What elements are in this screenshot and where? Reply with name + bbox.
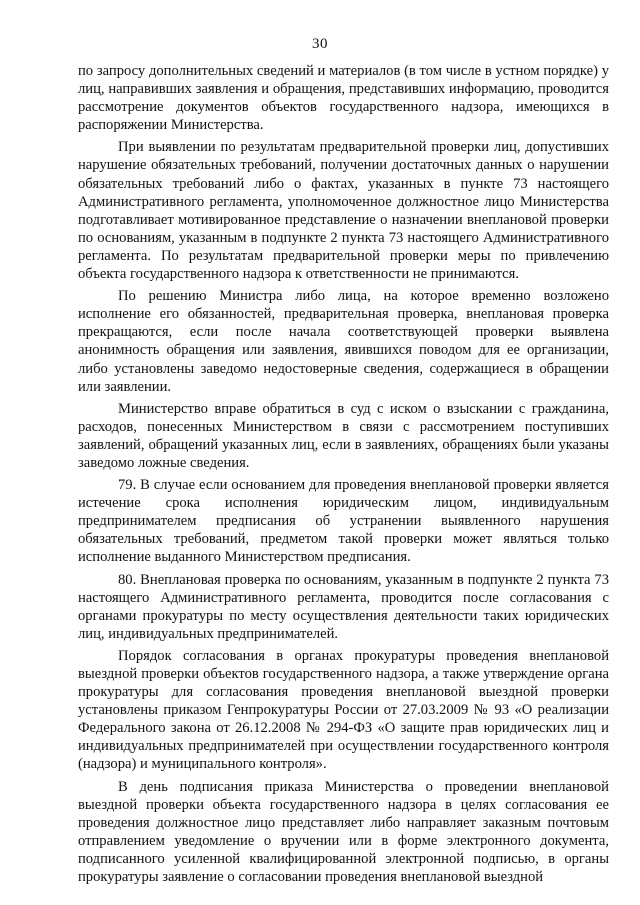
paragraph-item-79: 79. В случае если основанием для проведения внеплановой проверки является истечение срока исполнения юридическим лицом, индивидуальным предпринимателем предписания об устранении выявленного нарушения обязательных требований, предметом такой проверки может являться только исполнение выданного Министерством предписания. xyxy=(78,477,609,566)
paragraph-termination: По решению Министра либо лица, на которое временно возложено исполнение его обязанностей, предварительная проверка, внеплановая проверка прекращаются, если после начала соответствующей проверки выявлена анонимность обращения или заявления, явившихся поводом для ее организации, либо установлены заведомо недостоверные сведения, содержащиеся в обращении или заявлении. xyxy=(78,288,609,395)
paragraph-item-80: 80. Внеплановая проверка по основаниям, указанным в подпункте 2 пункта 73 настоящего Административного регламента, проводится после согласования с органами прокуратуры по месту осуществления деятельности таких юридических лиц, индивидуальных предпринимателей. xyxy=(78,571,609,642)
paragraph-approval-procedure: Порядок согласования в органах прокуратуры проведения внеплановой выездной проверки объектов государственного надзора, а также утверждение органа прокуратуры для согласования проведения внеплановой выездной проверки установлены приказом Генпрокуратуры России от 27.03.2009 № 93 «О реализации Федерального закона от 26.12.2008 № 294-ФЗ «О защите прав юридических лиц и индивидуальных предпринимателей при осуществлении государственного контроля (надзора) и муниципального контроля». xyxy=(78,647,609,773)
page-number: 30 xyxy=(312,36,328,52)
paragraph-preliminary-check: При выявлении по результатам предварительной проверки лиц, допустивших нарушение обязательных требований, получении достаточных данных о нарушении обязательных требований либо о фактах, указанных в пункте 73 настоящего Административного регламента, уполномоченное должностное лицо Министерства подготавливает мотивированное представление о назначении внеплановой проверки по основаниям, указанным в подпункте 2 пункта 73 настоящего Административного регламента. По результатам предварительной проверки меры по привлечению объекта государственного надзора к ответственности не принимаются. xyxy=(78,139,609,283)
paragraph-court-claim: Министерство вправе обратиться в суд с иском о взыскании с гражданина, расходов, понесенных Министерством в связи с рассмотрением поступивших заявлений, обращений указанных лиц, если в заявлениях, обращениях были указаны заведомо ложные сведения. xyxy=(78,400,609,471)
paragraph-continuation: по запросу дополнительных сведений и материалов (в том числе в устном порядке) у лиц, направивших заявления и обращения, представивших информацию, проводится рассмотрение документов объектов государственного надзора, имеющихся в распоряжении Министерства. xyxy=(78,63,609,134)
paragraph-signing-day: В день подписания приказа Министерства о проведении внеплановой выездной проверки объекта государственного надзора в целях согласования ее проведения должностное лицо представляет либо направляет заказным почтовым отправлением уведомление о вручении или в форме электронного документа, подписанного усиленной квалифицированной электронной подписью, в органы прокуратуры заявление о согласовании проведения внеплановой выездной xyxy=(78,778,609,886)
document-body xyxy=(78,62,609,890)
